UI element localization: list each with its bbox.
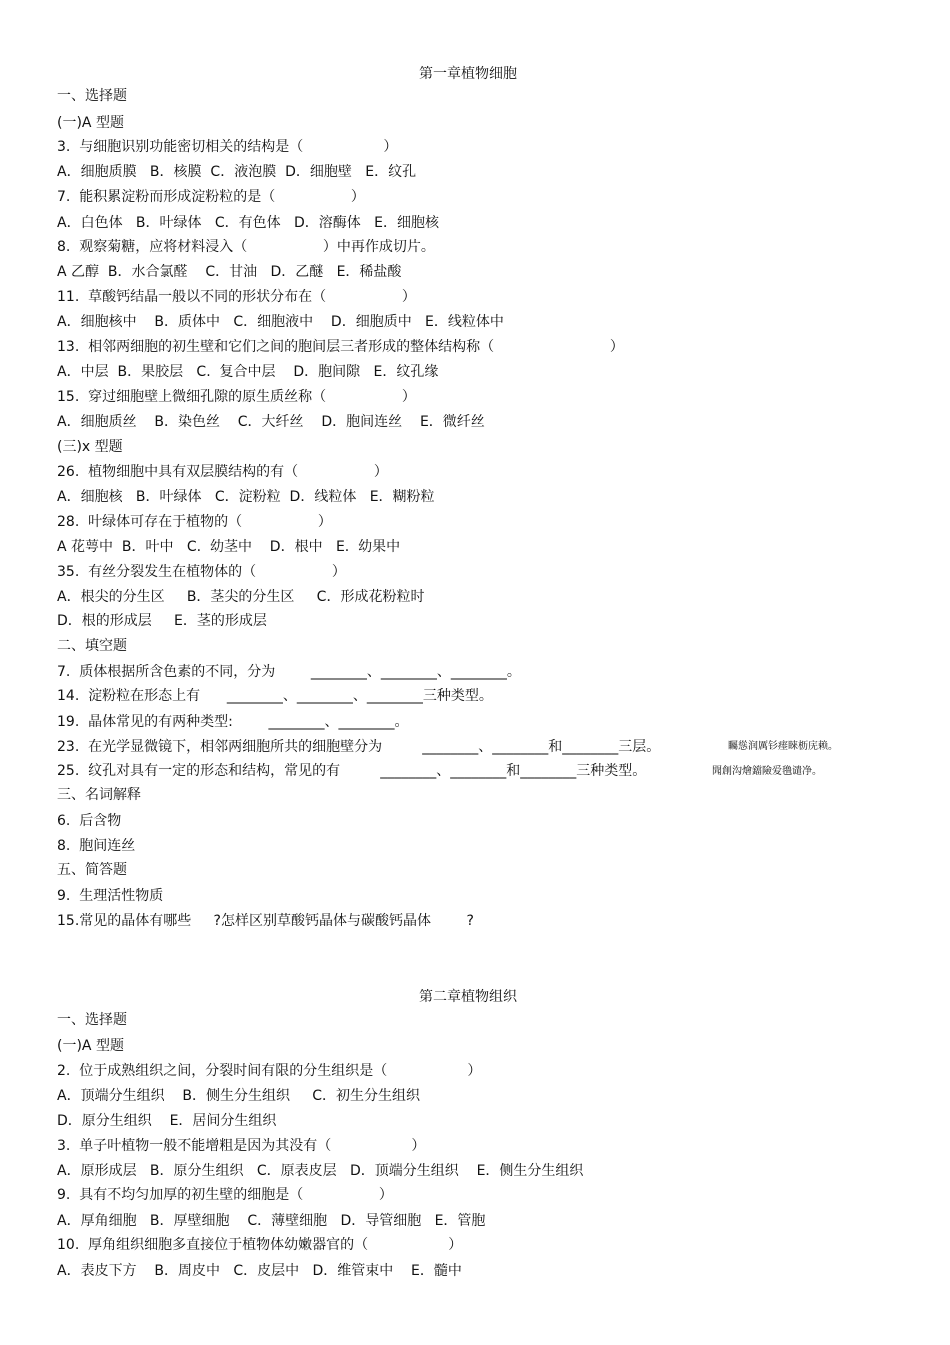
side-note: 矚慫润厲钐瘗睞枥庑赖。 (728, 741, 838, 752)
ch1-line: A．细胞质丝 B．染色丝 C．大纤丝 D．胞间连丝 E．微纤丝 (57, 414, 485, 430)
ch2-line: 2. 位于成熟组织之间，分裂时间有限的分生组织是（ ） (57, 1063, 482, 1079)
ch1-line: 14. 淀粉粒在形态上有 ________、________、________三种类型。 (57, 688, 493, 704)
ch1-line: (三)x 型题 (57, 439, 123, 455)
ch2-line: A．表皮下方 B．周皮中 C．皮层中 D．维管束中 E．髓中 (57, 1263, 462, 1279)
ch2-line: A．厚角细胞 B．厚壁细胞 C．薄壁细胞 D．导管细胞 E．管胞 (57, 1213, 486, 1229)
ch1-line: A．根尖的分生区 B．茎尖的分生区 C．形成花粉粒时 (57, 589, 425, 605)
ch1-line: 9. 生理活性物质 (57, 888, 164, 904)
ch1-line: 35. 有丝分裂发生在植物体的（ ） (57, 564, 346, 580)
ch1-line: 11. 草酸钙结晶一般以不同的形状分布在（ ） (57, 289, 416, 305)
ch1-line: 26. 植物细胞中具有双层膜结构的有（ ） (57, 464, 388, 480)
ch1-line: A．白色体 B．叶绿体 C．有色体 D．溶酶体 E．细胞核 (57, 215, 439, 231)
ch1-line: 7. 质体根据所含色素的不同，分为 ________、________、________。 (57, 664, 521, 680)
ch1-line: 一、选择题 (57, 88, 127, 104)
ch1-line: 五、简答题 (57, 862, 127, 878)
side-note: 聞創沟燴鐺險爱氇谴净。 (712, 766, 822, 777)
ch1-line: A．中层 B．果胶层 C. 复合中层 D．胞间隙 E．纹孔缘 (57, 364, 439, 380)
chapter2-title: 第二章植物组织 (419, 989, 517, 1005)
ch1-line: 二、填空题 (57, 638, 127, 654)
ch1-line: 8. 胞间连丝 (57, 838, 136, 854)
chapter1-title: 第一章植物细胞 (419, 66, 517, 82)
ch2-line: 10. 厚角组织细胞多直接位于植物体幼嫩器官的（ ） (57, 1237, 463, 1253)
ch2-line: A．原形成层 B．原分生组织 C．原表皮层 D．顶端分生组织 E．侧生分生组织 (57, 1163, 584, 1179)
ch1-line: 28. 叶绿体可存在于植物的（ ） (57, 514, 332, 530)
ch1-line: A．细胞核中 B．质体中 C．细胞液中 D．细胞质中 E．线粒体中 (57, 314, 504, 330)
ch1-line: 15. 穿过细胞壁上微细孔隙的原生质丝称（ ） (57, 389, 416, 405)
ch1-line: 7. 能积累淀粉而形成淀粉粒的是（ ） (57, 189, 365, 205)
ch1-line: A 花萼中 B．叶中 C. 幼茎中 D．根中 E. 幼果中 (57, 539, 401, 555)
ch2-line: A．顶端分生组织 B．侧生分生组织 C．初生分生组织 (57, 1088, 421, 1104)
ch1-line: 23. 在光学显微镜下，相邻两细胞所共的细胞壁分为 ________、________和________三层。 (57, 739, 661, 755)
ch2-line: 3. 单子叶植物一般不能增粗是因为其没有（ ） (57, 1138, 426, 1154)
ch1-line: 13. 相邻两细胞的初生壁和它们之间的胞间层三者形成的整体结构称（ ） (57, 339, 624, 355)
ch1-line: 25. 纹孔对具有一定的形态和结构，常见的有 ________、________和________三种类型。 (57, 763, 647, 779)
ch1-line: 6. 后含物 (57, 813, 122, 829)
ch2-line: 一、选择题 (57, 1012, 127, 1028)
ch1-line: 3. 与细胞识别功能密切相关的结构是（ ） (57, 139, 398, 155)
ch2-line: D．原分生组织 E．居间分生组织 (57, 1113, 277, 1129)
ch1-line: (一)A 型题 (57, 115, 124, 131)
ch2-line: 9. 具有不均匀加厚的初生壁的细胞是（ ） (57, 1187, 393, 1203)
ch1-line: D．根的形成层 E．茎的形成层 (57, 613, 267, 629)
ch1-line: 15.常见的晶体有哪些 ?怎样区别草酸钙晶体与碳酸钙晶体 ? (57, 913, 474, 929)
ch1-line: 8. 观察菊糖，应将材料浸入（ ）中再作成切片。 (57, 239, 435, 255)
ch2-line: (一)A 型题 (57, 1038, 124, 1054)
ch1-line: A 乙醇 B．水合氯醛 C．甘油 D．乙醚 E．稀盐酸 (57, 264, 402, 280)
ch1-line: A．细胞质膜 B．核膜 C．液泡膜 D．细胞壁 E．纹孔 (57, 164, 417, 180)
ch1-line: 三、名词解释 (57, 787, 141, 803)
ch1-line: A．细胞核 B．叶绿体 C．淀粉粒 D．线粒体 E．糊粉粒 (57, 489, 435, 505)
ch1-line: 19. 晶体常见的有两种类型: ________、________。 (57, 714, 409, 730)
